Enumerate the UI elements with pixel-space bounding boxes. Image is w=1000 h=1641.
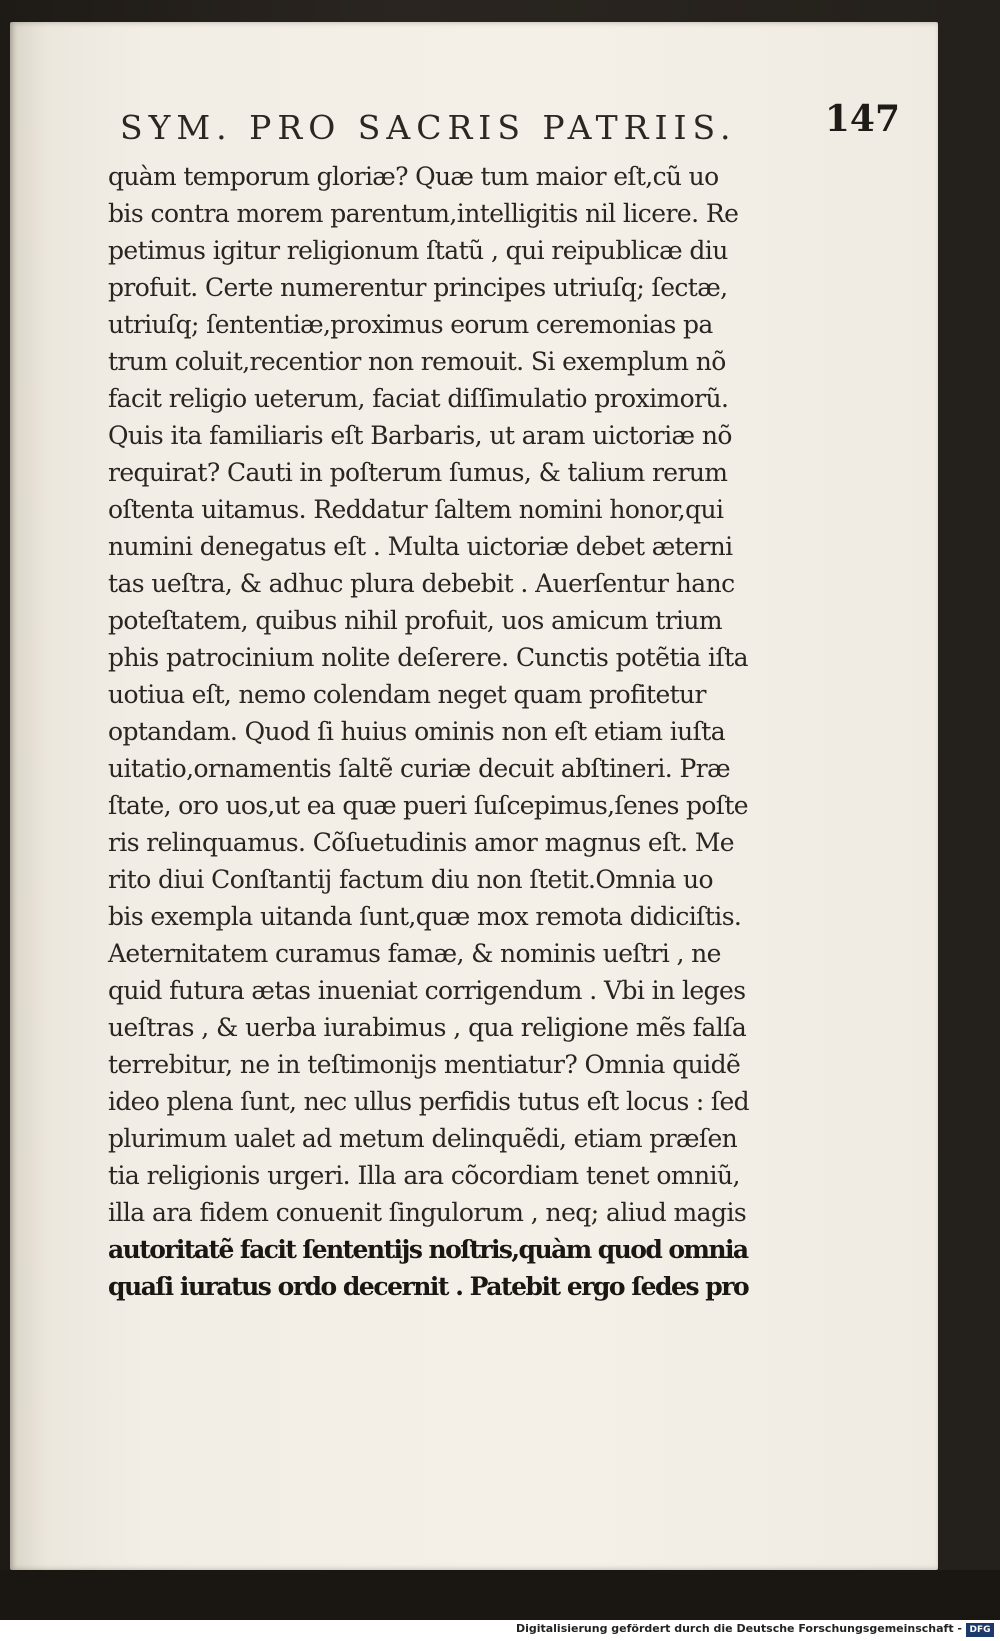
text-line: uitatio,ornamentis ſaltẽ curiæ decuit abſtineri. Præ xyxy=(108,754,731,783)
text-line: quid futura ætas inueniat corrigendum . Vbi in leges xyxy=(108,976,746,1005)
text-line: plurimum ualet ad metum delinquẽdi, etiam præſen xyxy=(108,1124,738,1153)
text-line: Aeternitatem curamus famæ, & nominis ueſtri , ne xyxy=(108,939,721,968)
dfg-logo: DFG xyxy=(966,1623,994,1637)
text-line: ſtate, oro uos,ut ea quæ pueri ſuſcepimus,ſenes poſte xyxy=(108,791,748,820)
funding-notice: Digitalisierung gefördert durch die Deutsche Forschungsgemeinschaft - xyxy=(515,1622,962,1635)
text-line: terrebitur, ne in teſtimonijs mentiatur? Omnia quidẽ xyxy=(108,1050,741,1079)
text-line: poteſtatem, quibus nihil profuit, uos amicum trium xyxy=(108,606,723,635)
text-line: tas ueſtra, & adhuc plura debebit . Auerſentur hanc xyxy=(108,569,735,598)
text-line: illa ara fidem conuenit ſingulorum , neq; aliud magis xyxy=(108,1198,747,1227)
text-line: facit religio ueterum, faciat diſſimulatio proximorũ. xyxy=(108,384,729,413)
text-line: ueſtras , & uerba iurabimus , qua religione mẽs falſa xyxy=(108,1013,747,1042)
body-text xyxy=(108,158,778,1305)
text-line: tia religionis urgeri. Illa ara cõcordiam tenet omniũ, xyxy=(108,1161,740,1190)
text-line: phis patrocinium nolite deſerere. Cunctis potẽtia iſta xyxy=(108,643,748,672)
text-line: trum coluit,recentior non remouit. Si exemplum nõ xyxy=(108,347,726,376)
text-line: numini denegatus eſt . Multa uictoriæ debet æterni xyxy=(108,532,733,561)
text-line: quàm temporum gloriæ? Quæ tum maior eſt,cũ uo xyxy=(108,162,719,191)
text-line: bis contra morem parentum,intelligitis nil licere. Re xyxy=(108,199,739,228)
running-head: SYM. PRO SACRIS PATRIIS. xyxy=(120,108,737,147)
text-line: petimus igitur religionum ſtatũ , qui reipublicæ diu xyxy=(108,236,728,265)
page-header xyxy=(120,98,900,158)
text-line: ideo plena ſunt, nec ullus perfidis tutus eſt locus : ſed xyxy=(108,1087,749,1116)
text-line: rito diui Conſtantij factum diu non ſtetit.Omnia uo xyxy=(108,865,713,894)
footer-bar xyxy=(0,1620,1000,1641)
text-line: requirat? Cauti in poſterum ſumus, & talium rerum xyxy=(108,458,728,487)
text-line: profuit. Certe numerentur principes utriuſq; ſectæ, xyxy=(108,273,728,302)
scan-bottom-edge xyxy=(0,1570,1000,1620)
text-line: uotiua eſt, nemo colendam neget quam profitetur xyxy=(108,680,706,709)
text-line: autoritatẽ facit ſententijs noſtris,quàm quod omnia xyxy=(108,1235,748,1264)
text-line: quaſi iuratus ordo decernit . Patebit ergo ſedes pro xyxy=(108,1272,749,1301)
text-line: utriuſq; ſententiæ,proximus eorum ceremonias pa xyxy=(108,310,713,339)
page-number: 147 xyxy=(824,98,900,140)
text-line: ris relinquamus. Cõſuetudinis amor magnus eſt. Me xyxy=(108,828,734,857)
text-line: oſtenta uitamus. Reddatur ſaltem nomini honor,qui xyxy=(108,495,724,524)
text-line: bis exempla uitanda ſunt,quæ mox remota didiciſtis. xyxy=(108,902,742,931)
text-line: optandam. Quod ſi huius ominis non eſt etiam iuſta xyxy=(108,717,726,746)
text-line: Quis ita familiaris eſt Barbaris, ut aram uictoriæ nõ xyxy=(108,421,732,450)
